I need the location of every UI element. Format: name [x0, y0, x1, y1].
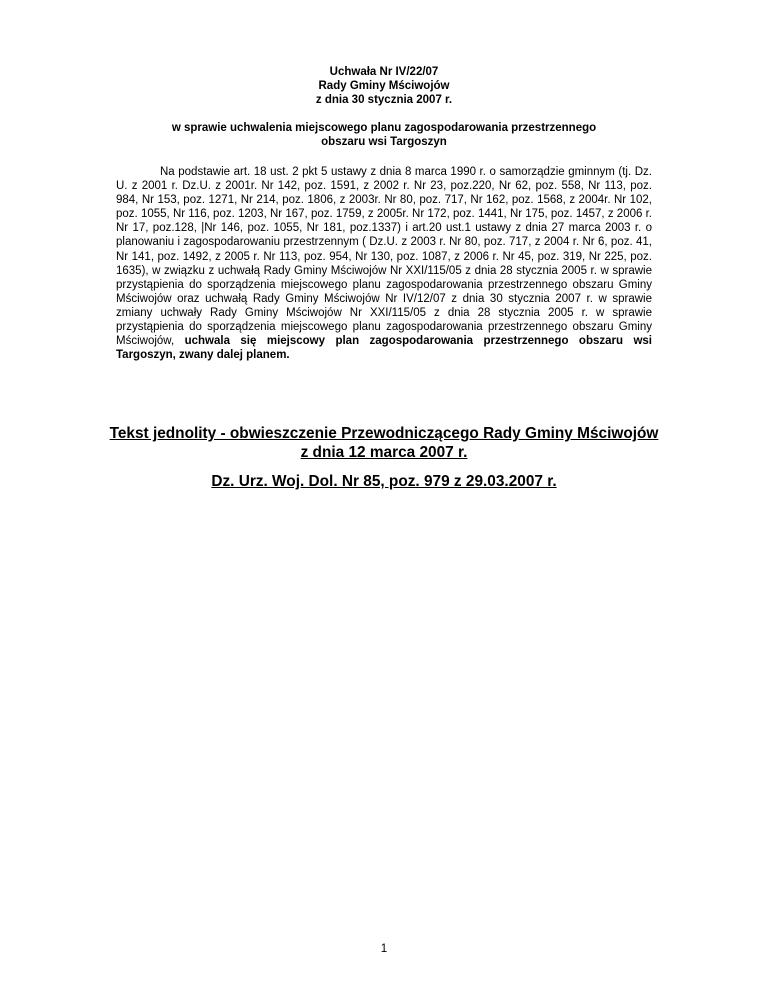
legal-basis-paragraph — [116, 165, 652, 362]
notice-date: z dnia 12 marca 2007 r. — [300, 444, 468, 461]
resolution-number: Uchwała Nr IV/22/07 — [329, 66, 439, 78]
resolution-date: z dnia 30 stycznia 2007 r. — [315, 94, 453, 106]
council-name: Rady Gminy Mściwojów — [318, 80, 450, 92]
paragraph-bold-tail: uchwala się miejscowy plan zagospodarowania przestrzennego obszaru wsi Targoszyn, zwany dalej planem. — [116, 335, 652, 362]
official-journal-reference: Dz. Urz. Woj. Dol. Nr 85, poz. 979 z 29.03.2007 r. — [211, 473, 557, 490]
subject-line-1: w sprawie uchwalenia miejscowego planu zagospodarowania przestrzennego — [171, 122, 597, 134]
consolidated-text-notice: Tekst jednolity - obwieszczenie Przewodniczącego Rady Gminy Mściwojów — [109, 425, 659, 442]
subject-line-2: obszaru wsi Targoszyn — [321, 136, 447, 148]
paragraph-text: Na podstawie art. 18 ust. 2 pkt 5 ustawy z dnia 8 marca 1990 r. o samorządzie gminnym (tj. Dz. U. z 2001 r. Dz.U. z 2001r. Nr 142, poz. 1591, z 2002 r. Nr 23, poz.220, Nr 62, poz. 558, Nr 113, poz. 984, Nr 153, poz. 1271, Nr 214, poz. 1806, z 2003r. Nr 80, poz. 717, Nr 162, poz. 1568, z 2004r. Nr 102, poz. 1055, Nr 116, poz. 1203, Nr 167, poz. 1759, z 2005r. Nr 172, poz. 1441, Nr 175, poz. 1457, z 2006 r. Nr 17, poz.128, |Nr 146, poz. 1055, Nr 181, poz.1337) i art.20 ust.1 ustawy z dnia 27 marca 2003 r. o planowaniu i zagospodarowaniu przestrzennym ( Dz.U. z 2003 r. Nr 80, poz. 717, z 2004 r. Nr 6, poz. 41, Nr 141, poz. 1492, z 2005 r. Nr 113, poz. 954, Nr 130, poz. 1087, z 2006 r. Nr 45, poz. 319, Nr 225, poz. 1635), w związku z uchwałą Rady Gminy Mściwojów Nr XXI/115/05 z dnia 28 stycznia 2005 r. w sprawie przystąpienia do sporządzenia miejscowego planu zagospodarowania przestrzennego obszaru Gminy Mściwojów oraz uchwałą Rady Gminy Mściwojów Nr IV/12/07 z dnia 30 stycznia 2007 r. w sprawie zmiany uchwały Rady Gminy Mściwojów Nr XXI/115/05 z dnia 28 stycznia 2005 r. w sprawie przystąpienia do sporządzenia miejscowego planu zagospodarowania przestrzennego obszaru Gminy Mściwojów, — [116, 166, 652, 348]
page-number: 1 — [380, 943, 388, 955]
